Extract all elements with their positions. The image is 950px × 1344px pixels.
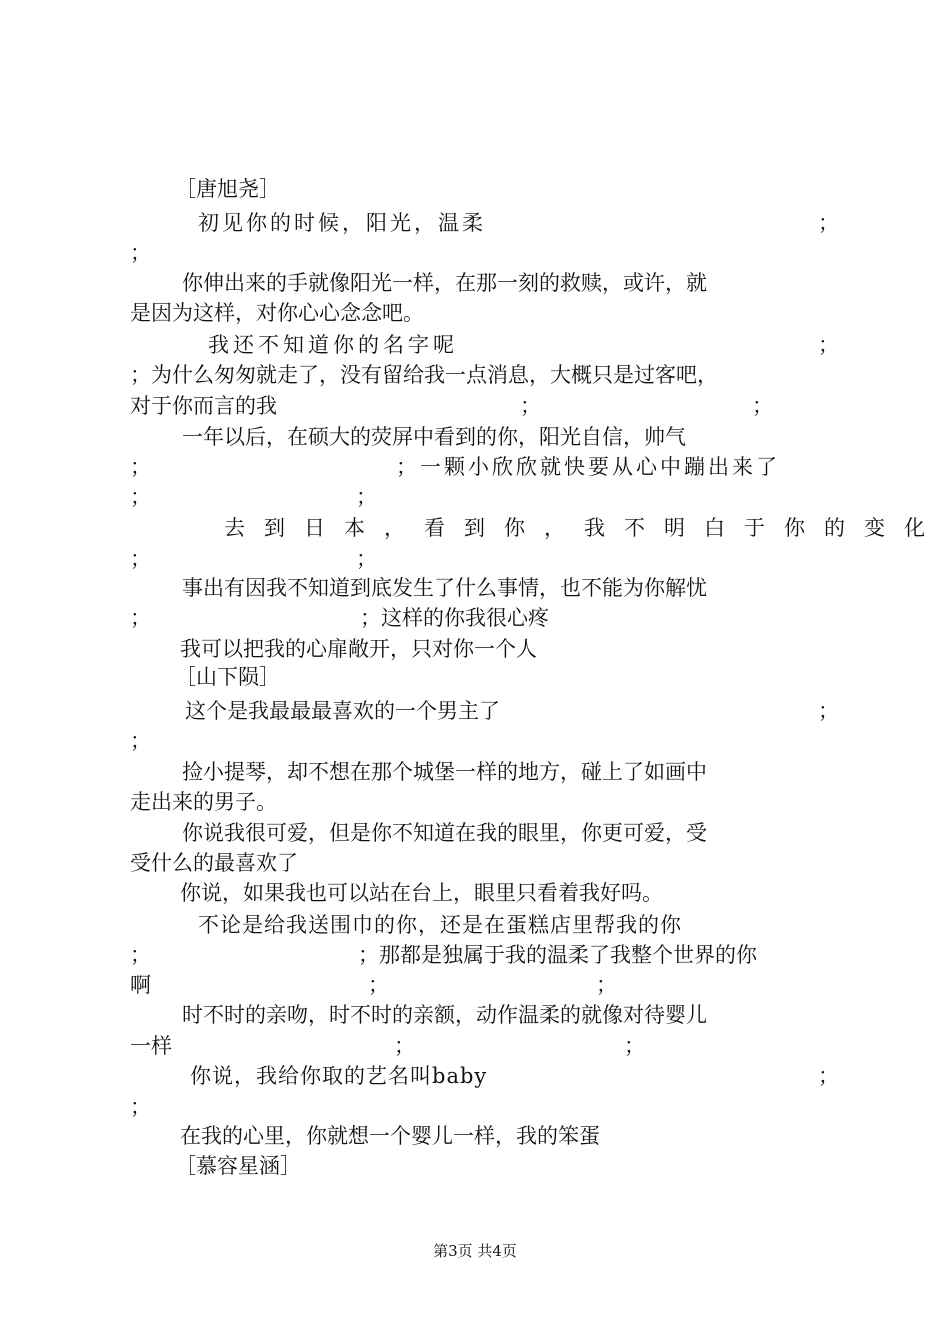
heading-text: ［唐旭尧］ (175, 177, 280, 201)
text-line (130, 360, 832, 391)
text-line (130, 1061, 839, 1092)
line-text: 我还不知道你的名字呢 (208, 333, 458, 357)
text-line (130, 726, 832, 757)
text-line (130, 422, 832, 453)
line-text: 一年以后，在硕大的荧屏中看到的你，阳光自信，帅气 (182, 425, 686, 449)
line-text: 走出来的男子。 (130, 790, 277, 814)
text-line (130, 544, 832, 575)
line-text: ；为什么匆匆就走了，没有留给我一点消息，大概只是过客吧， (130, 363, 718, 387)
line-text: 捡小提琴，却不想在那个城堡一样的地方，碰上了如画中 (182, 760, 707, 784)
section-heading (130, 662, 832, 693)
line-text: 初见你的时候，阳光，温柔 (198, 211, 486, 235)
text-line (130, 573, 832, 604)
heading-text: ［山下陨］ (175, 665, 280, 689)
text-line (130, 330, 839, 361)
text-line (130, 208, 839, 239)
text-line (224, 513, 944, 544)
text-line (130, 391, 832, 422)
line-text: 你说，如果我也可以站在台上，眼里只看着我好吗。 (180, 881, 663, 905)
line-text: 不论是给我送围巾的你，还是在蛋糕店里帮我的你 (198, 913, 682, 937)
line-text: 时不时的亲吻，时不时的亲额，动作温柔的就像对待婴儿 (182, 1003, 707, 1027)
text-line (130, 603, 832, 634)
line-text: 一样 (130, 1034, 172, 1058)
line-semicolon: ； (356, 547, 377, 571)
text-line (130, 482, 832, 513)
text-line (130, 1031, 832, 1062)
line-text: 是因为这样，对你心心念念吧。 (130, 301, 424, 325)
line-semicolon: ； (394, 1034, 415, 1058)
heading-text: ［慕容星涵］ (175, 1154, 301, 1178)
page-footer: 第3页 共4页 (433, 1242, 517, 1260)
text-line (130, 1092, 832, 1123)
line-semicolon: ； (130, 547, 151, 571)
text-line (130, 910, 832, 941)
line-semicolon: ； (368, 973, 389, 997)
line-text: 你说，我给你取的艺名叫baby (190, 1064, 488, 1088)
line-semicolon: ； (130, 485, 151, 509)
line-text: 受什么的最喜欢了 (130, 851, 298, 875)
line-semicolon: ； (818, 699, 839, 723)
text-line (130, 848, 832, 879)
line-semicolon: ； (818, 333, 839, 357)
line-text: 在我的心里，你就想一个婴儿一样，我的笨蛋 (180, 1124, 600, 1148)
line-text: ；那都是独属于我的温柔了我整个世界的你 (358, 943, 757, 967)
line-semicolon: ； (130, 455, 151, 479)
line-semicolon: ； (818, 1064, 839, 1088)
line-text: 你说我很可爱，但是你不知道在我的眼里，你更可爱，受 (182, 821, 707, 845)
line-text: 去到日本，看到你，我不明白于你的变化 (224, 516, 944, 540)
text-line (130, 818, 832, 849)
text-line (130, 696, 839, 727)
line-text: 我可以把我的心扉敞开，只对你一个人 (180, 637, 537, 661)
text-line (130, 970, 832, 1001)
line-semicolon: ； (130, 943, 151, 967)
line-semicolon: ； (624, 1034, 645, 1058)
text-line (130, 940, 832, 971)
text-line (130, 1000, 832, 1031)
line-semicolon: ； (130, 729, 151, 753)
text-line (130, 634, 832, 665)
text-line (130, 268, 832, 299)
section-heading (130, 174, 832, 205)
text-line (130, 787, 832, 818)
line-semicolon: ； (130, 241, 151, 265)
text-line (130, 757, 832, 788)
text-line (130, 298, 832, 329)
line-semicolon: ； (818, 211, 839, 235)
line-semicolon: ； (356, 485, 377, 509)
line-semicolon: ； (596, 973, 617, 997)
text-line (130, 878, 832, 909)
line-text: 你伸出来的手就像阳光一样，在那一刻的救赎，或许，就 (182, 271, 707, 295)
section-heading (130, 1151, 832, 1182)
line-semicolon: ； (130, 1095, 151, 1119)
line-text: ；一颗小欣欣就快要从心中蹦出来了 (396, 455, 780, 479)
line-text: 这个是我最最最喜欢的一个男主了 (185, 699, 500, 723)
text-line (130, 1121, 832, 1152)
text-line (130, 452, 832, 483)
line-text: ；这样的你我很心疼 (360, 606, 549, 630)
line-semicolon: ； (520, 394, 541, 418)
line-text: 对于你而言的我 (130, 394, 277, 418)
line-semicolon: ； (130, 606, 151, 630)
line-text: 事出有因我不知道到底发生了什么事情，也不能为你解忧 (182, 576, 707, 600)
line-text: 啊 (130, 973, 151, 997)
line-semicolon: ； (752, 394, 773, 418)
text-line (130, 238, 832, 269)
